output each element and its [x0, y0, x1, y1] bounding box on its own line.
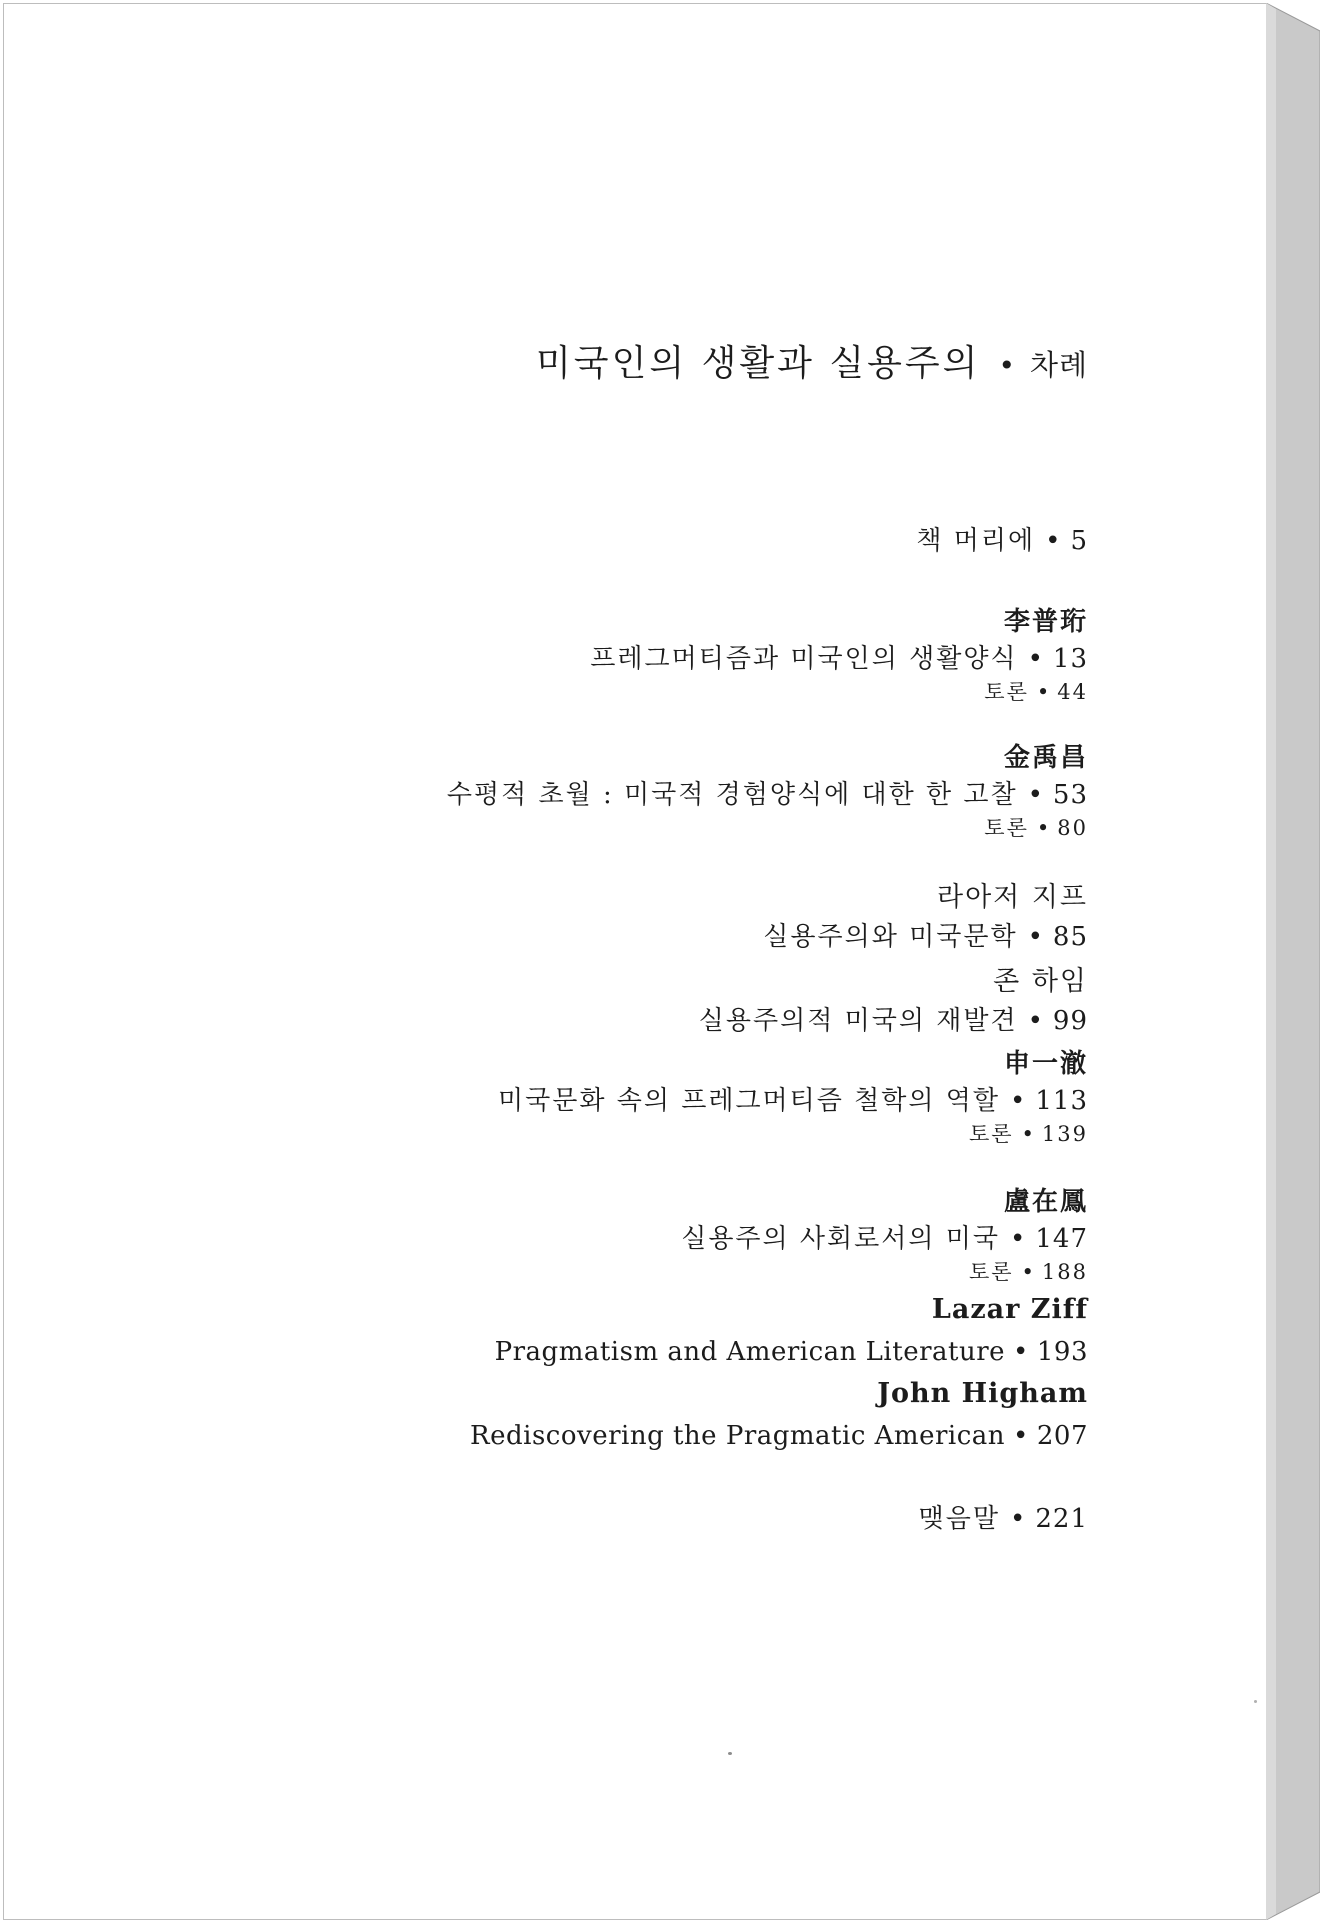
toc-entry-epilogue [188, 1501, 1088, 1537]
entry-page: 99 [1052, 1006, 1088, 1037]
author-name: 라아저 지프 [937, 882, 1088, 914]
entry-dot: • [1010, 1086, 1028, 1117]
entry-title: 수평적 초월 : 미국적 경험양식에 대한 한 고찰 [446, 780, 1018, 811]
author-name: 盧在鳳 [1003, 1187, 1088, 1218]
author-name: 李普珩 [1003, 607, 1088, 638]
entry-dot: • [1013, 1337, 1029, 1368]
author-name: 金禹昌 [1003, 743, 1088, 774]
discussion-page: 44 [1057, 680, 1088, 705]
author-name-english: John Higham [877, 1378, 1088, 1410]
entry-dot: • [1036, 816, 1052, 841]
discussion-label: 토론 [984, 680, 1029, 705]
toc-entry [188, 641, 1088, 677]
entry-title: 맺음말 [918, 1504, 1001, 1535]
entry-title: 실용주의 사회로서의 미국 [681, 1224, 1001, 1255]
discussion-label: 토론 [984, 816, 1029, 841]
entry-page: 13 [1052, 644, 1088, 675]
paper-speck [728, 1752, 732, 1755]
entry-page: 221 [1035, 1504, 1088, 1535]
entry-dot: • [1013, 1421, 1029, 1452]
discussion-entry [188, 1257, 1088, 1287]
entry-page: 5 [1070, 526, 1088, 557]
page-stack-edge [1266, 3, 1320, 1920]
discussion-label: 토론 [968, 1122, 1014, 1147]
entry-dot: • [1027, 644, 1045, 675]
entry-title: 프레그머티즘과 미국인의 생활양식 [590, 644, 1018, 675]
entry-page: 113 [1035, 1086, 1088, 1117]
entry-title: 미국문화 속의 프레그머티즘 철학의 역할 [497, 1086, 1001, 1117]
author-name: 존 하임 [993, 966, 1088, 998]
entry-dot: • [1021, 1260, 1036, 1285]
toc-entry [188, 1221, 1088, 1257]
discussion-page: 80 [1057, 816, 1088, 841]
toc-entry-preface [188, 523, 1088, 559]
table-of-contents [188, 342, 1088, 1537]
title-separator: • [998, 349, 1018, 382]
toc-entry-english [188, 1415, 1088, 1457]
entry-title: 실용주의와 미국문학 [763, 922, 1018, 953]
entry-page: 207 [1036, 1421, 1088, 1452]
author-name-english: Lazar Ziff [931, 1294, 1088, 1326]
paper-speck [1254, 1700, 1257, 1703]
entry-page: 193 [1036, 1337, 1088, 1368]
entry-dot: • [1010, 1224, 1028, 1255]
discussion-page: 139 [1041, 1122, 1088, 1147]
book-title: 미국인의 생활과 실용주의 [536, 343, 981, 384]
entry-dot: • [1027, 780, 1045, 811]
discussion-page: 188 [1041, 1260, 1088, 1285]
entry-dot: • [1021, 1122, 1036, 1147]
discussion-label: 토론 [968, 1260, 1014, 1285]
entry-dot: • [1027, 922, 1045, 953]
entry-dot: • [1010, 1504, 1028, 1535]
toc-entry [188, 919, 1088, 955]
entry-page: 85 [1052, 922, 1088, 953]
entry-page: 147 [1035, 1224, 1088, 1255]
discussion-entry [188, 813, 1088, 843]
toc-entry [188, 1003, 1088, 1039]
entry-title: 책 머리에 [916, 526, 1036, 557]
entry-dot: • [1045, 526, 1063, 557]
entry-page: 53 [1052, 780, 1088, 811]
author-name: 申一澈 [1003, 1049, 1088, 1080]
toc-entry-english [188, 1331, 1088, 1373]
discussion-entry [188, 1119, 1088, 1149]
toc-entry [188, 1083, 1088, 1119]
entry-title: 실용주의적 미국의 재발견 [698, 1006, 1018, 1037]
entry-title: Pragmatism and American Literature [494, 1337, 1006, 1368]
page-title [188, 342, 1088, 385]
toc-entry [188, 777, 1088, 813]
entry-dot: • [1027, 1006, 1045, 1037]
title-suffix: 차례 [1029, 348, 1088, 382]
discussion-entry [188, 677, 1088, 707]
entry-title: Rediscovering the Pragmatic American [470, 1421, 1006, 1452]
entry-dot: • [1036, 680, 1052, 705]
